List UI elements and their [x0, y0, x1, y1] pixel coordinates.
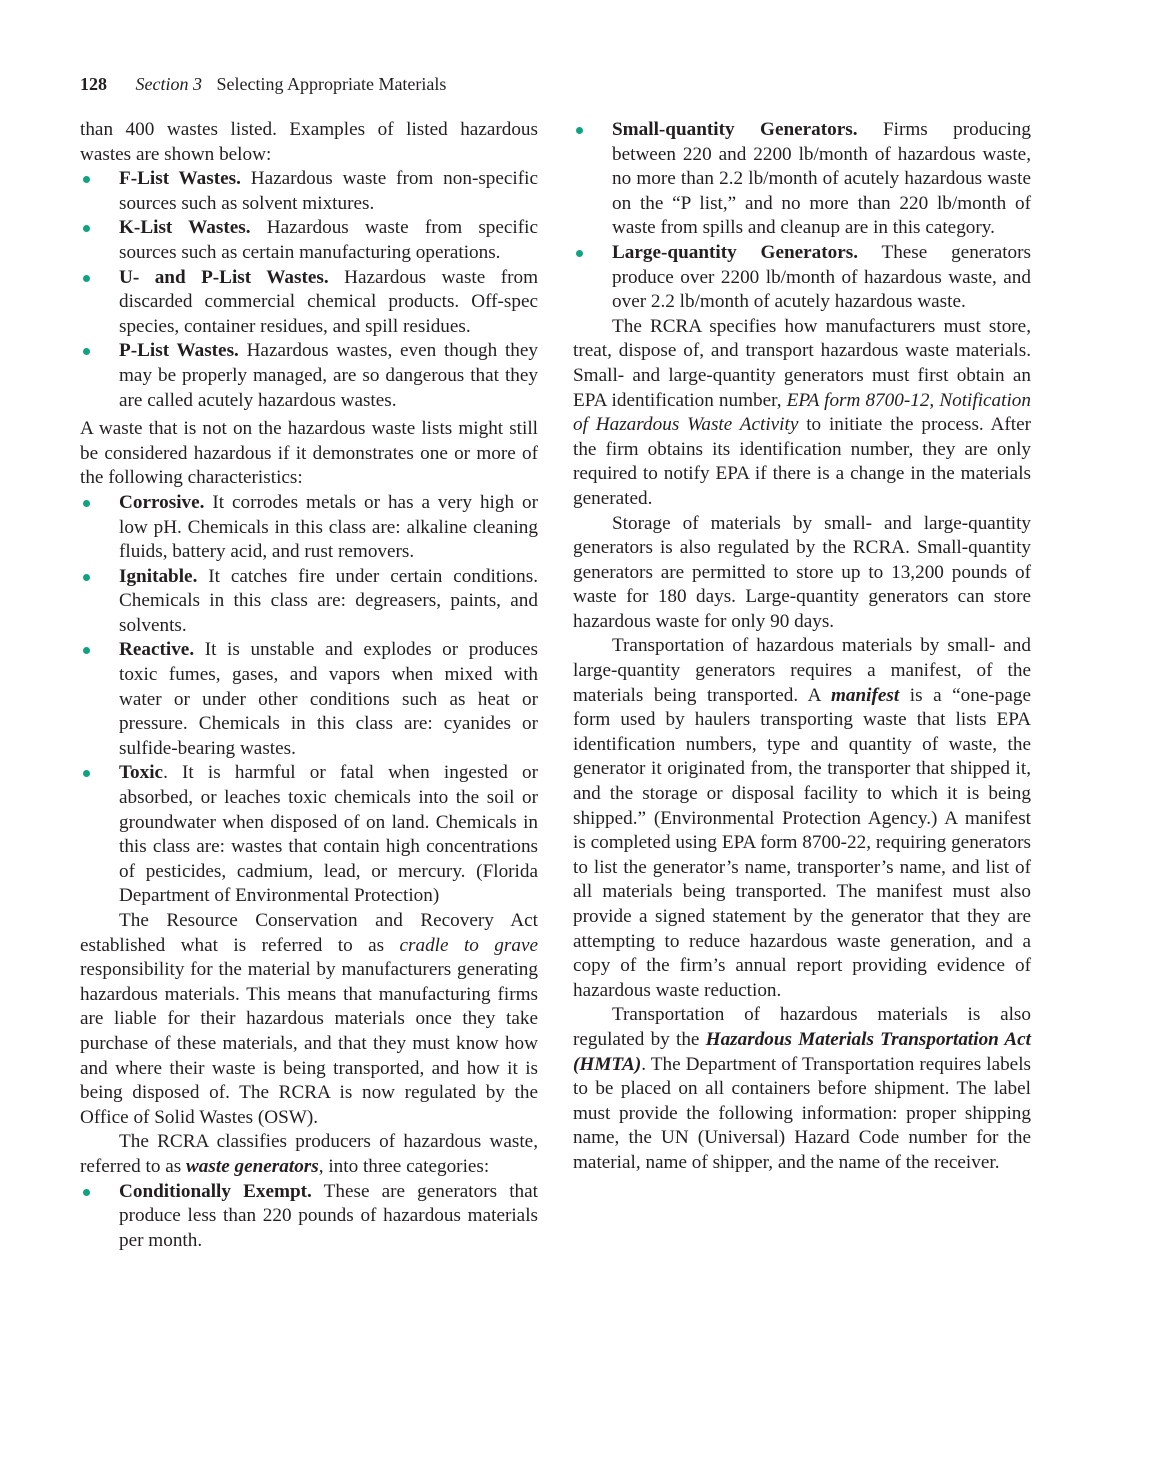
italic-term: EPA form 8700-12, Notification of Hazardous Waste Activity — [573, 389, 1031, 436]
text-run: responsibility for the material by manufacturers generating hazardous materials. This means that manufacturing firms are liable for their hazardous materials once they take purchase of these materials, and that they must know how and where their waste is being transported, and how it is being disposed of. The RCRA is now regulated by the Office of Solid Wastes (OSW). — [80, 959, 538, 1128]
key-term: waste generators — [186, 1155, 319, 1177]
bullet-icon — [83, 176, 90, 183]
list-item-term: Small-quantity Generators. — [612, 119, 858, 140]
list-item-text: It corrodes metals or has a very high or low pH. Chemicals in this class are: alkaline cleaning fluids, battery acid, and rust removers. — [119, 491, 538, 563]
text-run: The RCRA specifies how manufacturers must store, treat, dispose of, and transport hazardous waste materials. Small- and large-quantity generators must first obtain an EPA identification number, — [573, 315, 1031, 411]
bullet-icon — [576, 250, 583, 257]
list-item-term: Conditionally Exempt. — [119, 1180, 312, 1202]
classify-paragraph — [80, 1130, 538, 1179]
list-item-text: Firms producing between 220 and 2200 lb/month of hazardous waste, no more than 2.2 lb/month of acutely hazardous waste on the “P list,” and no more than 220 lb/month of waste from spills and cleanup are in this category. — [612, 119, 1031, 239]
list-item-term: F-List Wastes. — [119, 168, 241, 190]
list-item — [80, 266, 538, 340]
list-item — [80, 167, 538, 216]
list-item-text: Hazardous wastes, even though they may be properly managed, are so dangerous that they are called acutely hazardous wastes. — [119, 340, 538, 411]
list-item-term: Corrosive. — [119, 491, 205, 513]
italic-term: cradle to grave — [399, 934, 538, 956]
list-item-text: These generators produce over 2200 lb/month of hazardous waste, and over 2.2 lb/month of acutely hazardous waste. — [612, 241, 1031, 313]
generators-list-right — [573, 118, 1031, 315]
text-run: The RCRA classifies producers of hazardous waste, referred to as — [80, 1131, 538, 1177]
storage-paragraph: Storage of materials by small- and large-quantity generators is also regulated by the RCRA. Small-quantity generators are permitted to store up to 13,200 pounds of waste for 180 days. Large-quantity generators can store hazardous waste for only 90 days. — [573, 512, 1031, 632]
list-item-text: These are generators that produce less than 220 pounds of hazardous materials per month. — [119, 1180, 538, 1251]
list-item — [80, 761, 538, 909]
left-column — [80, 118, 538, 1253]
list-item-text: . It is harmful or fatal when ingested or absorbed, or leaches toxic chemicals into the soil or groundwater when disposed of on land. Chemicals in this class are: wastes that contain high concentrations of pesticides, cadmium, lead, or mercury. (Florida Department of Environmental Protection) — [119, 762, 538, 907]
list-item-term: K-List Wastes. — [119, 217, 251, 239]
bullet-icon — [83, 770, 90, 777]
bullet-icon — [83, 574, 90, 581]
list-item-text: Hazardous waste from specific sources such as certain manufacturing operations. — [119, 217, 538, 263]
list-item-term: Reactive. — [119, 639, 195, 661]
text-run: . The Department of Transportation requires labels to be placed on all containers before shipment. The label must provide the following information: proper shipping name, the UN (Universal) Hazard Code number for the material, name of shipper, and the name of the receiver. — [573, 1053, 1031, 1173]
key-term: manifest — [830, 684, 900, 706]
running-header — [80, 74, 446, 95]
list-item — [573, 241, 1031, 315]
generators-list-left — [80, 1180, 538, 1254]
text-run: The Resource Conservation and Recovery Act established what is referred to as — [80, 910, 538, 956]
rcra-paragraph — [80, 909, 538, 1130]
bullet-icon — [83, 275, 90, 282]
list-item-term: Large-quantity Generators. — [612, 241, 859, 263]
list-item-text: Hazardous waste from non-specific sources such as solvent mixtures. — [119, 168, 538, 214]
list-item-text: It catches fire under certain conditions. Chemicals in this class are: degreasers, paints, and solvents. — [119, 565, 538, 636]
list-item — [80, 565, 538, 639]
right-column — [573, 118, 1031, 1176]
list-item — [80, 1180, 538, 1254]
characteristics-intro: A waste that is not on the hazardous waste lists might still be considered hazardous if it demonstrates one or more of the following characteristics: — [80, 418, 538, 489]
text-run: Transportation of hazardous materials is also regulated by the — [573, 1004, 1031, 1050]
list-item — [80, 638, 538, 761]
page-number: 128 — [80, 74, 107, 94]
text-run: Transportation of hazardous materials by small- and large-quantity generators requires a manifest, of the materials being transported. A — [573, 635, 1031, 706]
bullet-icon — [576, 127, 583, 134]
section-label: Section 3 — [135, 74, 202, 94]
characteristics-list — [80, 491, 538, 909]
list-item-text: Hazardous waste from discarded commercial chemical products. Off-spec species, container residues, and spill residues. — [119, 266, 539, 337]
hmta-paragraph — [573, 1003, 1031, 1175]
section-title: Selecting Appropriate Materials — [216, 74, 447, 94]
bullet-icon — [83, 348, 90, 355]
list-item-term: Toxic — [119, 762, 164, 784]
bullet-icon — [83, 647, 90, 654]
text-run: to initiate the process. After the firm obtains its identification number, they are only required to notify EPA if there is a change in the materials generated. — [573, 414, 1031, 509]
specifies-paragraph — [573, 315, 1031, 512]
list-item-term: Ignitable. — [119, 565, 198, 587]
listed-wastes-list — [80, 167, 538, 413]
text-run: is a “one-page form used by haulers transporting waste that lists EPA identification numbers, type and quantity of waste, the generator it originated from, the transporter that shipped it, and the storage or disposal facility to which it is being shipped.” (Environmental Protection Agency.) A manifest is completed using EPA form 8700-22, requiring generators to list the generator’s name, transporter’s name, and list of all materials being transported. The manifest must also provide a signed statement by the generator that they are attempting to reduce hazardous waste generation, and a copy of the firm’s annual report providing evidence of hazardous waste reduction. — [573, 684, 1031, 1001]
bullet-icon — [83, 225, 90, 232]
key-term: Hazardous Materials Transportation Act (HMTA) — [573, 1028, 1031, 1075]
list-item — [573, 118, 1031, 241]
manifest-paragraph — [573, 634, 1031, 1003]
text-run: , into three categories: — [318, 1155, 490, 1177]
list-item — [80, 491, 538, 565]
list-item-term: U- and P-List Wastes. — [119, 266, 329, 288]
bullet-icon — [83, 500, 90, 507]
bullet-icon — [83, 1189, 90, 1196]
intro-paragraph: than 400 wastes listed. Examples of listed hazardous wastes are shown below: — [80, 119, 538, 165]
list-item-term: P-List Wastes. — [119, 340, 239, 362]
list-item — [80, 216, 538, 265]
list-item — [80, 339, 538, 413]
list-item-text: It is unstable and explodes or produces toxic fumes, gases, and vapors when mixed with water or under other conditions such as heat or pressure. Chemicals in this class are: cyanides or sulfide-bearing wastes. — [119, 639, 538, 759]
